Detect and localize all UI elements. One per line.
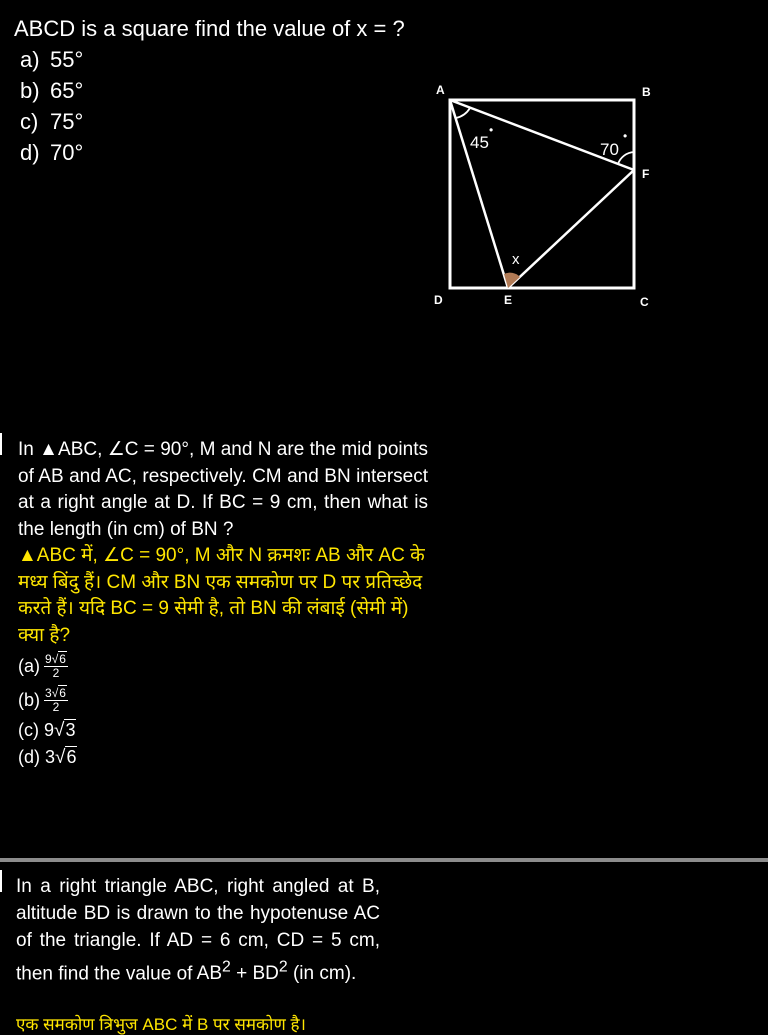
option-c bbox=[20, 106, 405, 137]
angle-x-label: x bbox=[512, 251, 520, 268]
square-abcd bbox=[450, 100, 634, 288]
section-divider bbox=[0, 858, 768, 862]
option-label: a) bbox=[20, 47, 40, 72]
option-b bbox=[20, 75, 405, 106]
vertex-f-label: F bbox=[642, 167, 650, 181]
option-c bbox=[18, 717, 428, 744]
fraction bbox=[44, 687, 68, 714]
exponent: 2 bbox=[278, 959, 288, 976]
vertex-b-label: B bbox=[642, 85, 651, 99]
question-3-english bbox=[16, 873, 380, 987]
radicand: 6 bbox=[59, 651, 66, 666]
coefficient: 9 bbox=[45, 651, 52, 666]
vertex-c-label: C bbox=[640, 295, 649, 309]
fraction bbox=[44, 653, 68, 680]
degree-mark: • bbox=[623, 129, 628, 143]
option-label: (c) bbox=[18, 720, 39, 740]
question-2-english: In ▲ABC, ∠C = 90°, M and N are the mid points of AB and AC, respectively. CM and BN intersect at a right angle at D. If BC = 9 cm, then what is the length (in cm) of BN ? bbox=[18, 439, 428, 540]
radical-sign: √ bbox=[54, 720, 65, 741]
question-2-accent-bar bbox=[0, 433, 2, 455]
option-d bbox=[18, 744, 428, 771]
fraction-denominator: 2 bbox=[52, 665, 60, 680]
option-value: 75° bbox=[50, 109, 84, 134]
radical-sign: √ bbox=[51, 651, 59, 666]
vertex-e-label: E bbox=[504, 293, 513, 307]
segment-ae bbox=[450, 100, 508, 288]
vertex-d-label: D bbox=[434, 293, 443, 307]
angle-45-label: 45 bbox=[470, 133, 489, 152]
option-a bbox=[18, 649, 428, 683]
option-b bbox=[18, 683, 428, 717]
option-value: 65° bbox=[50, 78, 84, 103]
radical-sign: √ bbox=[51, 685, 59, 700]
fraction-numerator bbox=[44, 653, 68, 667]
radical-sign: √ bbox=[55, 747, 66, 768]
option-a bbox=[20, 44, 405, 75]
option-label: c) bbox=[20, 109, 39, 134]
question-2-hindi: ▲ABC में, ∠C = 90°, M और N क्रमशः AB और AC के मध्य बिंदु हैं। CM और BN एक समकोण पर D पर प्रतिच्छेद करते हैं। यदि BC = 9 सेमी है, तो BN की लंबाई (सेमी में) क्या है? bbox=[18, 545, 425, 646]
vertex-a-label: A bbox=[436, 83, 445, 97]
option-label: (d) bbox=[18, 747, 40, 767]
question-3-accent-bar bbox=[0, 870, 2, 892]
fraction-denominator: 2 bbox=[52, 699, 60, 714]
coefficient: 3 bbox=[45, 747, 56, 767]
question-1-text: ABCD is a square find the value of x = ? bbox=[14, 16, 405, 41]
radicand: 3 bbox=[65, 720, 76, 740]
option-d bbox=[20, 137, 405, 168]
coefficient: 9 bbox=[44, 720, 55, 740]
angle-arc-a bbox=[456, 108, 470, 118]
geometry-diagram bbox=[428, 80, 668, 315]
square-figure bbox=[428, 80, 668, 315]
option-value: 70° bbox=[50, 140, 84, 165]
expr-unit: (in cm). bbox=[287, 963, 357, 985]
radicand: 6 bbox=[59, 685, 66, 700]
question-3-hindi: एक समकोण त्रिभुज ABC में B पर समकोण है। bbox=[16, 1015, 306, 1034]
question-3 bbox=[16, 873, 380, 987]
degree-mark: • bbox=[489, 123, 494, 137]
coefficient: 3 bbox=[45, 685, 52, 700]
exponent: 2 bbox=[222, 959, 231, 976]
question-1 bbox=[14, 14, 405, 168]
option-label: b) bbox=[20, 78, 40, 103]
expr-bd: + BD bbox=[230, 963, 279, 985]
expression bbox=[196, 959, 357, 985]
expr-ab: AB bbox=[196, 963, 223, 985]
question-3-text: In a right triangle ABC, right angled at B, altitude BD is drawn to the hypotenuse AC of the triangle. If AD = 6 cm, CD = 5 cm, then find the value of bbox=[16, 876, 380, 985]
option-label: (a) bbox=[18, 656, 40, 676]
segment-ef bbox=[508, 170, 634, 288]
option-label: d) bbox=[20, 140, 40, 165]
fraction-numerator bbox=[44, 687, 68, 701]
question-2 bbox=[18, 437, 428, 771]
angle-70-label: 70 bbox=[600, 140, 619, 159]
option-label: (b) bbox=[18, 690, 40, 710]
radicand: 6 bbox=[66, 747, 77, 767]
angle-arc-f bbox=[618, 152, 634, 164]
option-value: 55° bbox=[50, 47, 84, 72]
